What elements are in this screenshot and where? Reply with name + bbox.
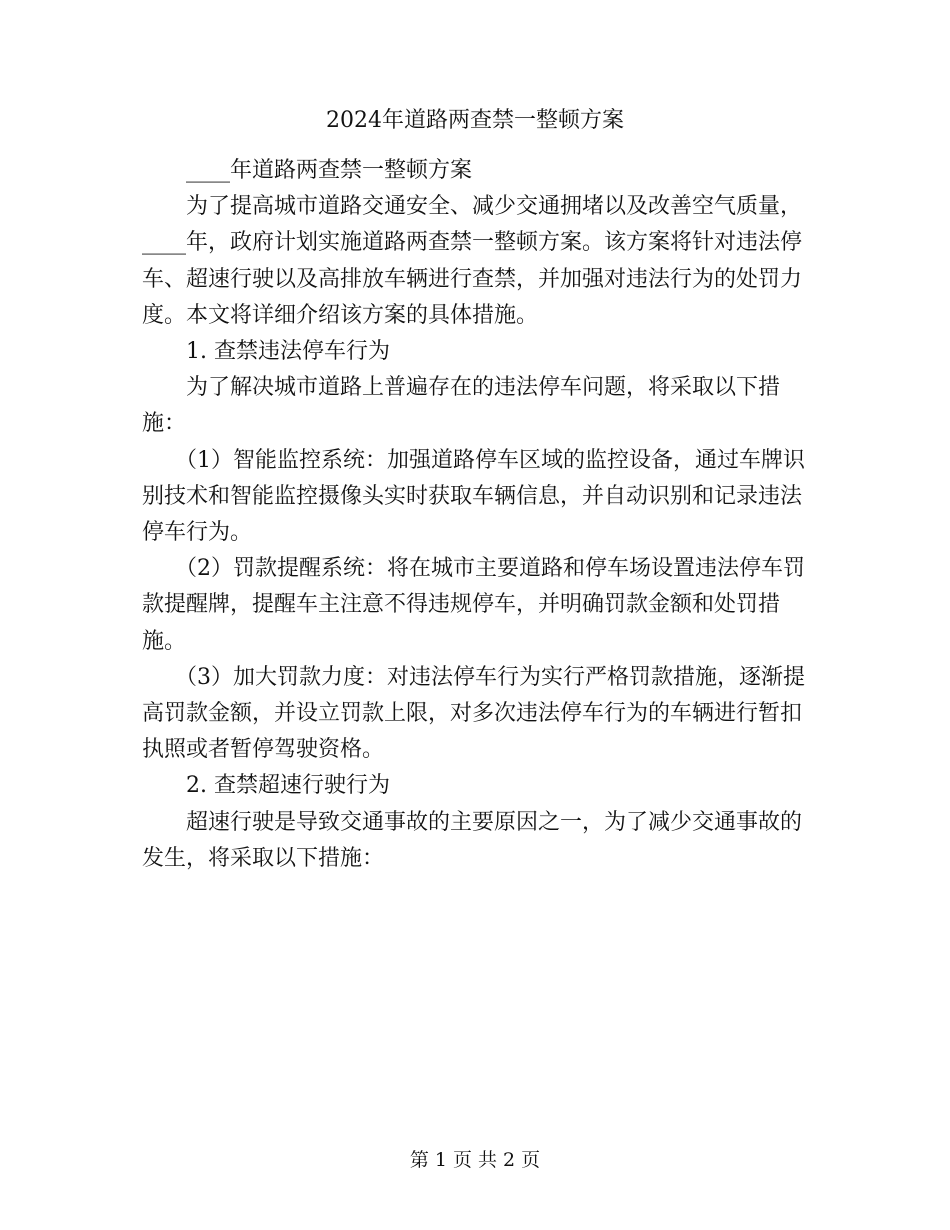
paragraph-speeding-intro: 超速行驶是导致交通事故的主要原因之一，为了减少交通事故的发生，将采取以下措施：	[142, 809, 803, 871]
section-heading-parking: 1. 查禁违法停车行为	[186, 339, 390, 365]
section-heading-speeding: 2. 查禁超速行驶行为	[186, 773, 390, 799]
document-body	[142, 153, 814, 877]
paragraph-subtitle: ____年道路两查禁一整顿方案	[186, 158, 473, 183]
paragraph-measure-1: （1）智能监控系统：加强道路停车区域的监控设备，通过车牌识别技术和智能监控摄像头实时获取车辆信息，并自动识别和记录违法停车行为。	[142, 447, 805, 546]
paragraph-measure-2: （2）罚款提醒系统：将在城市主要道路和停车场设置违法停车罚款提醒牌，提醒车主注意不得违规停车，并明确罚款金额和处罚措施。	[142, 556, 805, 654]
document-title: 2024年道路两查禁一整顿方案	[326, 108, 624, 133]
page-footer: 第 1 页 共 2 页	[409, 1149, 541, 1171]
paragraph-measure-3: （3）加大罚款力度：对违法停车行为实行严格罚款措施，逐渐提高罚款金额，并设立罚款上限，对多次违法停车行为的车辆进行暂扣执照或者暂停驾驶资格。	[142, 664, 805, 763]
paragraph-intro: 为了提高城市道路交通安全、减少交通拥堵以及改善空气质量，____年，政府计划实施道路两查禁一整顿方案。该方案将针对违法停车、超速行驶以及高排放车辆进行查禁，并加强对违法行为的处罚力度。本文将详细介绍该方案的具体措施。	[142, 194, 803, 328]
paragraph-parking-intro: 为了解决城市道路上普遍存在的违法停车问题，将采取以下措施：	[142, 375, 781, 437]
